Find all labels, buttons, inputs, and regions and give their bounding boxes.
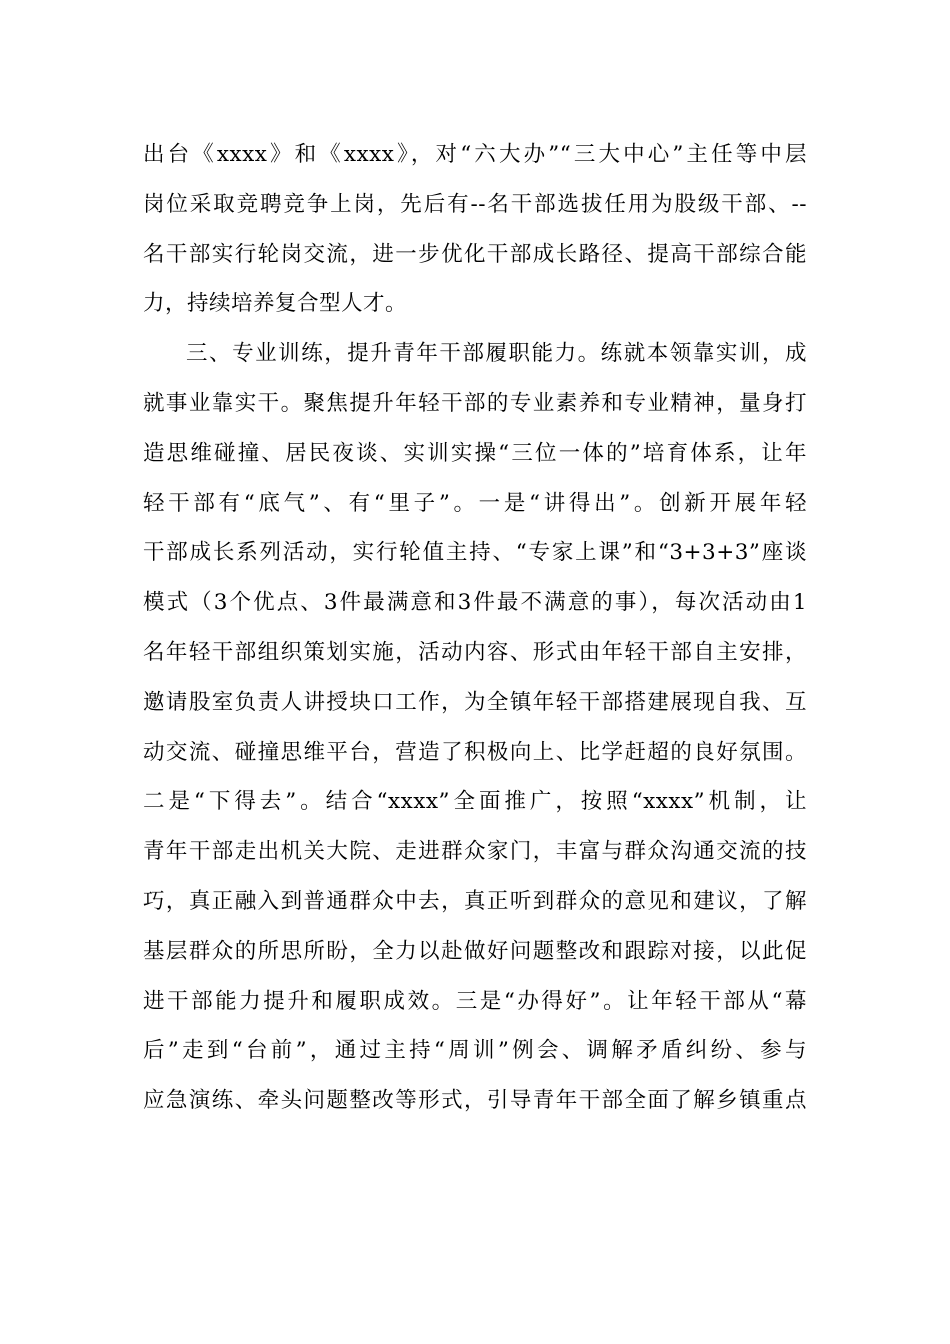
text-line-4: 力，持续培养复合型人才。 xyxy=(143,291,408,317)
text-line-10: 模式（3个优点、3件最满意和3件最不满意的事），每次活动由1 xyxy=(143,590,807,616)
text-line-9: 干部成长系列活动，实行轮值主持、“专家上课”和“3+3+3”座谈 xyxy=(143,540,807,566)
text-line-18: 进干部能力提升和履职成效。三是“办得好”。让年轻干部从“幕 xyxy=(143,988,807,1014)
text-line-14: 二是“下得去”。结合“xxxx”全面推广，按照“xxxx”机制，让 xyxy=(143,789,807,815)
text-line-1: 出台《xxxx》和《xxxx》，对“六大办”“三大中心”主任等中层 xyxy=(143,142,807,167)
text-line-7: 造思维碰撞、居民夜谈、实训实操“三位一体的”培育体系，让年 xyxy=(143,440,807,466)
text-line-20: 应急演练、牵头问题整改等形式，引导青年干部全面了解乡镇重点 xyxy=(143,1088,807,1114)
text-line-15: 青年干部走出机关大院、走进群众家门，丰富与群众沟通交流的技 xyxy=(143,839,807,865)
text-line-11: 名年轻干部组织策划实施，活动内容、形式由年轻干部自主安排， xyxy=(143,639,807,665)
text-line-13: 动交流、碰撞思维平台，营造了积极向上、比学赶超的良好氛围。 xyxy=(143,739,807,765)
text-line-8: 轻干部有“底气”、有“里子”。一是“讲得出”。创新开展年轻 xyxy=(143,490,807,516)
text-line-19: 后”走到“台前”，通过主持“周训”例会、调解矛盾纠纷、参与 xyxy=(143,1038,807,1064)
text-line-16: 巧，真正融入到普通群众中去，真正听到群众的意见和建议，了解 xyxy=(143,888,807,914)
section-heading-line: 三、专业训练，提升青年干部履职能力。练就本领靠实训，成 xyxy=(186,341,807,367)
text-line-17: 基层群众的所思所盼，全力以赴做好问题整改和跟踪对接，以此促 xyxy=(143,938,807,964)
text-line-12: 邀请股室负责人讲授块口工作，为全镇年轻干部搭建展现自我、互 xyxy=(143,689,807,715)
text-line-3: 名干部实行轮岗交流，进一步优化干部成长路径、提高干部综合能 xyxy=(143,241,807,267)
text-line-2: 岗位采取竞聘竞争上岗，先后有--名干部选拔任用为股级干部、-- xyxy=(143,191,807,217)
text-line-6: 就事业靠实干。聚焦提升年轻干部的专业素养和专业精神，量身打 xyxy=(143,390,807,416)
document-body xyxy=(143,130,807,1126)
